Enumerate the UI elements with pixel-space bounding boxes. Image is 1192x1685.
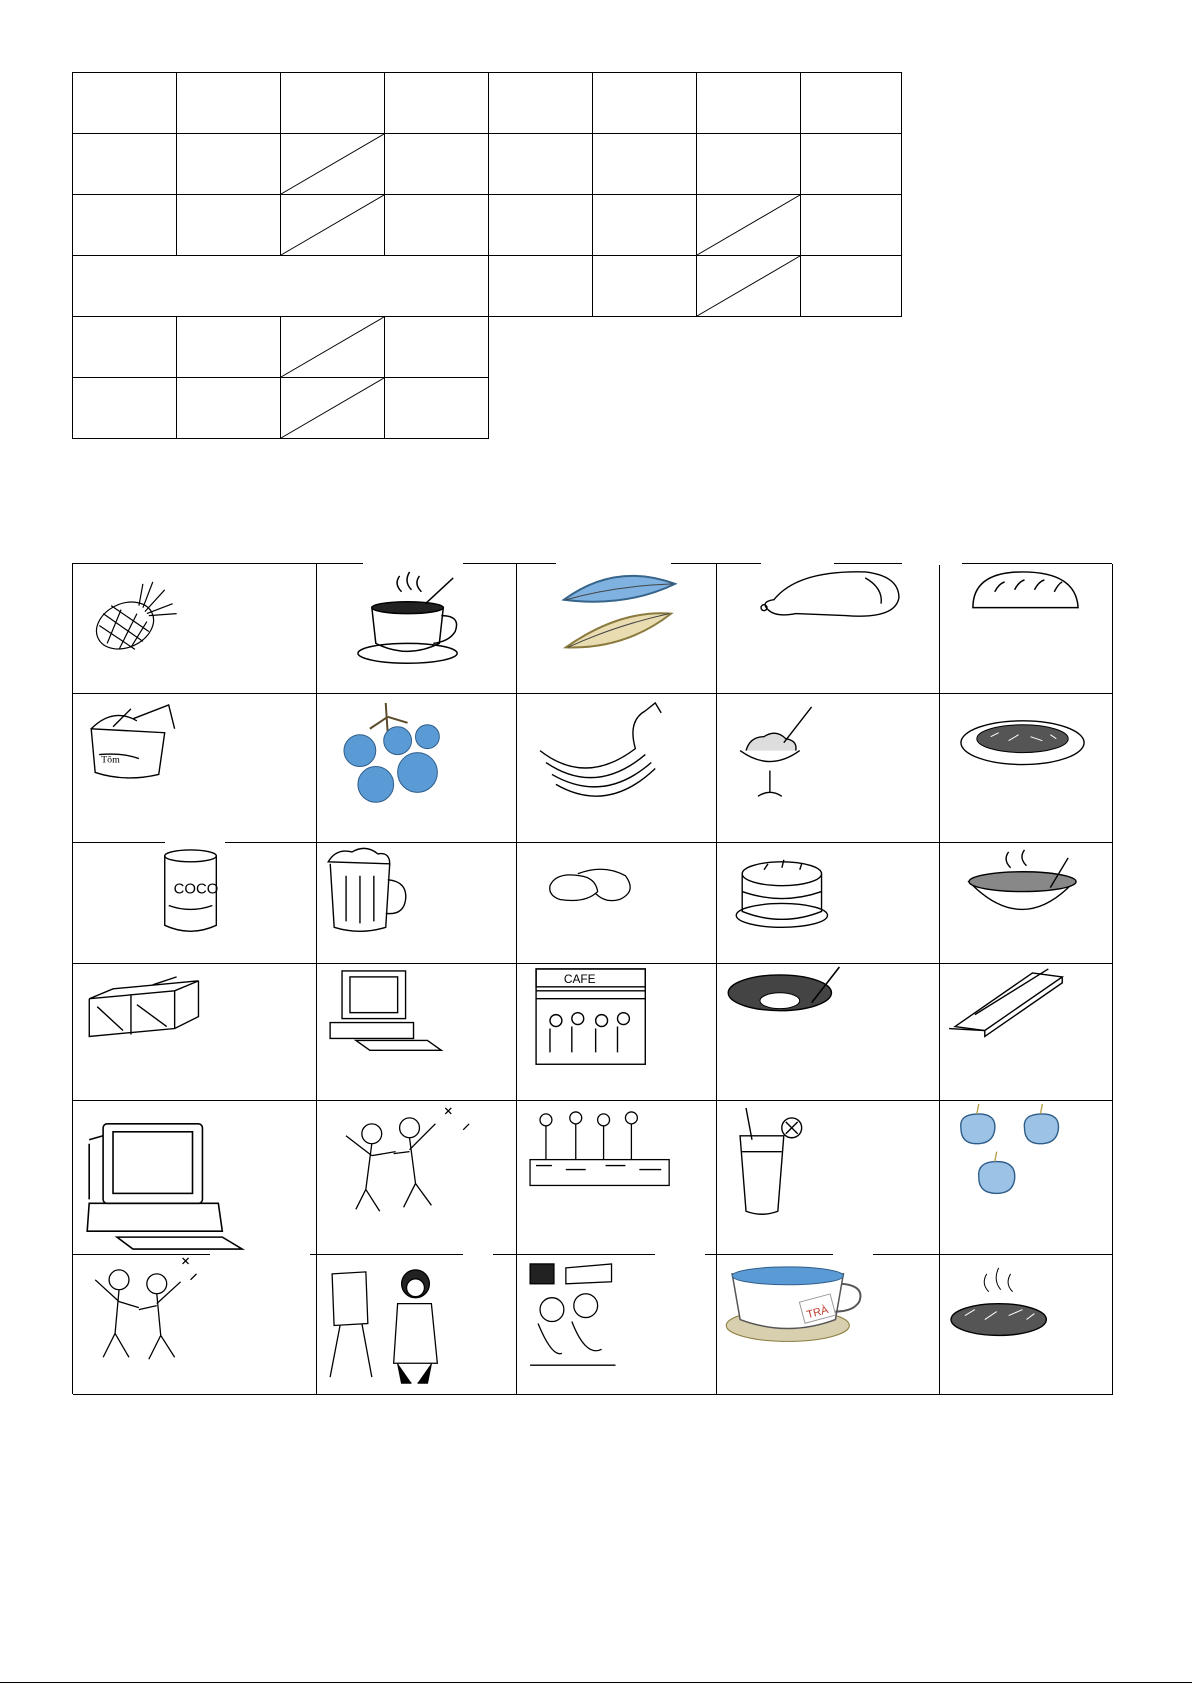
picture-cell-ice-cream[interactable]	[716, 693, 940, 843]
rule-gap	[165, 841, 225, 844]
picture-cell-cake[interactable]	[716, 842, 940, 964]
desktop-computer-icon	[73, 1100, 316, 1254]
grid-cell-r2-c2[interactable]	[176, 133, 281, 195]
grid-cell-r3-c6[interactable]	[592, 194, 697, 256]
pineapple-icon	[73, 564, 316, 693]
gift-box-icon	[73, 963, 316, 1100]
picture-cell-papaya[interactable]	[716, 564, 940, 694]
grid-cell-r1-c5[interactable]	[488, 72, 593, 134]
picture-cell-grapes[interactable]	[316, 693, 517, 843]
picture-cell-desktop[interactable]	[73, 1100, 317, 1255]
picture-cell-gift-box[interactable]	[73, 963, 317, 1101]
grid-cell-r4-c6[interactable]	[592, 255, 697, 317]
picture-cell-noodle-plate[interactable]	[716, 963, 940, 1101]
picture-cell-pineapple[interactable]	[73, 564, 317, 694]
cake-icon	[716, 842, 939, 963]
grid-cell-r3-c7[interactable]	[696, 194, 801, 256]
grid-cell-r3-c1[interactable]	[72, 194, 177, 256]
picture-cell-bananas[interactable]	[516, 693, 717, 843]
grid-cell-r4-c5[interactable]	[488, 255, 593, 317]
grid-cell-r5-c4[interactable]	[384, 316, 489, 378]
picture-cell-coco-can[interactable]	[73, 842, 317, 964]
diagonal-slash	[281, 317, 384, 377]
grid-cell-r5-c1[interactable]	[72, 316, 177, 378]
diagonal-slash	[281, 195, 384, 255]
dancing-couple-icon	[316, 1100, 516, 1254]
tea-cup-icon	[716, 1254, 939, 1394]
grid-cell-r4-c7[interactable]	[696, 255, 801, 317]
papaya-icon	[716, 564, 939, 693]
bread-loaf-icon	[939, 564, 1112, 693]
lemonade-glass-icon	[716, 1100, 939, 1254]
picture-cell-dancing-couple[interactable]	[316, 1100, 517, 1255]
cafe-building-icon	[516, 963, 716, 1100]
soup-box-icon	[73, 693, 316, 842]
ice-cream-sundae-icon	[716, 693, 939, 842]
grid-cell-r3-c2[interactable]	[176, 194, 281, 256]
picture-cell-soup-box[interactable]	[73, 693, 317, 843]
grid-cell-r2-c7[interactable]	[696, 133, 801, 195]
grid-cell-r3-c5[interactable]	[488, 194, 593, 256]
picture-grid	[72, 563, 1112, 1394]
grid-cell-r3-c4[interactable]	[384, 194, 489, 256]
picture-cell-dumplings[interactable]	[939, 1100, 1113, 1255]
grid-cell-r6-c3[interactable]	[280, 377, 385, 439]
rule-gap	[210, 1253, 310, 1256]
picture-cell-lemonade[interactable]	[716, 1100, 940, 1255]
grid-cell-r1-c3[interactable]	[280, 72, 385, 134]
grid-cell-r4-merged[interactable]	[72, 255, 489, 317]
picture-cell-mango[interactable]	[516, 842, 717, 964]
diagonal-slash	[697, 195, 800, 255]
grid-cell-r1-c8[interactable]	[800, 72, 902, 134]
grid-cell-r6-c4[interactable]	[384, 377, 489, 439]
picture-cell-cinema[interactable]	[516, 1254, 717, 1395]
grid-cell-r1-c2[interactable]	[176, 72, 281, 134]
mango-icon	[516, 842, 716, 963]
rule-gap	[833, 1253, 873, 1256]
grid-cell-r1-c4[interactable]	[384, 72, 489, 134]
hot-coffee-cup-icon	[316, 564, 516, 693]
grid-cell-r6-c2[interactable]	[176, 377, 281, 439]
dumplings-icon	[939, 1100, 1112, 1254]
grid-cell-r2-c4[interactable]	[384, 133, 489, 195]
picture-cell-noodle-bowl[interactable]	[939, 842, 1113, 964]
footer-rule	[0, 1682, 1192, 1683]
tea-tag-text: TRÀ	[805, 1304, 830, 1322]
svg-text:COCO: COCO	[173, 881, 219, 898]
picture-cell-party[interactable]	[516, 1100, 717, 1255]
computer-icon	[316, 963, 516, 1100]
grid-cell-r5-c3[interactable]	[280, 316, 385, 378]
grid-cell-r3-c8[interactable]	[800, 194, 902, 256]
rule-gap	[463, 1253, 493, 1256]
noodle-plate-icon	[716, 963, 939, 1100]
rule-gap	[761, 562, 834, 565]
sugarcane-leaves-icon	[516, 564, 716, 693]
rule-gap	[556, 562, 671, 565]
picture-cell-dancing-people[interactable]	[73, 1254, 317, 1395]
diagonal-slash	[281, 378, 384, 438]
grid-cell-r1-c7[interactable]	[696, 72, 801, 134]
picture-cell-bread[interactable]	[939, 564, 1113, 694]
rule-gap	[363, 562, 463, 565]
picture-cell-chocolate[interactable]	[939, 963, 1113, 1101]
rule-gap	[902, 562, 962, 565]
picture-cell-painter[interactable]	[316, 1254, 517, 1395]
dancing-people-icon	[73, 1254, 316, 1394]
grid-cell-r2-c5[interactable]	[488, 133, 593, 195]
grapes-icon	[316, 693, 516, 842]
picture-cell-rice-plate[interactable]	[939, 693, 1113, 843]
diagonal-slash	[281, 134, 384, 194]
rice-plate-icon	[939, 693, 1112, 842]
cinema-crowd-icon	[516, 1254, 716, 1394]
grid-cell-r2-c6[interactable]	[592, 133, 697, 195]
grid-cell-r1-c6[interactable]	[592, 72, 697, 134]
grid-cell-r2-c1[interactable]	[72, 133, 177, 195]
picture-cell-coffee[interactable]	[316, 564, 517, 694]
noodle-bowl-icon	[939, 842, 1112, 963]
grid-cell-r2-c3[interactable]	[280, 133, 385, 195]
grid-cell-r2-c8[interactable]	[800, 133, 902, 195]
diagonal-slash	[697, 256, 800, 316]
svg-text:Tôm: Tôm	[101, 754, 120, 766]
picture-cell-hot-dish[interactable]	[939, 1254, 1113, 1395]
grid-cell-r1-c1[interactable]	[72, 72, 177, 134]
picture-cell-sugarcane[interactable]	[516, 564, 717, 694]
party-people-icon	[516, 1100, 716, 1254]
chocolate-bar-icon	[939, 963, 1112, 1100]
grid-cell-r6-c1[interactable]	[72, 377, 177, 439]
picture-cell-cafe[interactable]	[516, 963, 717, 1101]
picture-cell-beer[interactable]	[316, 842, 517, 964]
coco-can-icon	[73, 842, 316, 963]
grid-cell-r4-c8[interactable]	[800, 255, 902, 317]
beer-mug-icon	[316, 842, 516, 963]
picture-cell-computer[interactable]	[316, 963, 517, 1101]
grid-cell-r5-c2[interactable]	[176, 316, 281, 378]
cafe-sign-text: CAFE	[563, 971, 596, 986]
bananas-icon	[516, 693, 716, 842]
picture-cell-tea[interactable]	[716, 1254, 940, 1395]
rule-gap	[655, 1253, 705, 1256]
grid-cell-r3-c3[interactable]	[280, 194, 385, 256]
hot-dish-icon	[939, 1254, 1112, 1394]
painter-icon	[316, 1254, 516, 1394]
